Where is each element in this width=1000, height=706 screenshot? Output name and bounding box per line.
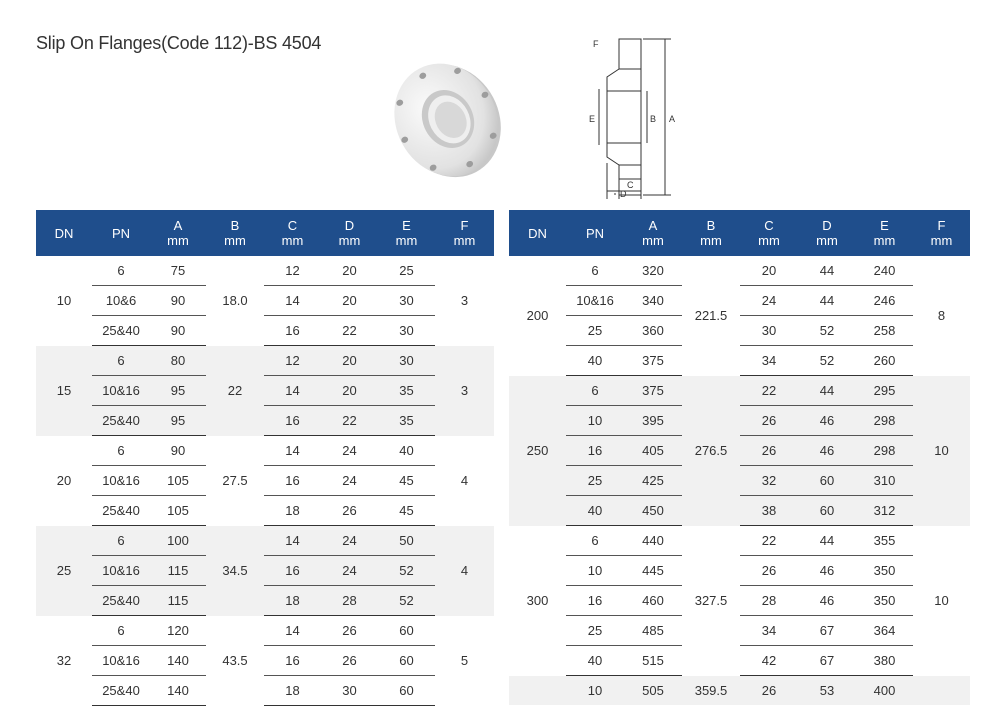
cell-pn: 25&40 [92, 586, 150, 616]
header-unit: mm [167, 233, 189, 248]
cell-d: 26 [321, 646, 378, 676]
cell-c: 28 [740, 586, 798, 616]
cell-a: 90 [150, 286, 206, 316]
cell-a: 105 [150, 496, 206, 526]
cell-pn: 6 [92, 616, 150, 646]
cell-e: 45 [378, 496, 435, 526]
cell-e: 355 [856, 526, 913, 556]
cell-a: 440 [624, 526, 682, 556]
cell-d: 26 [321, 496, 378, 526]
label-b: B [650, 114, 657, 124]
table-row [509, 286, 970, 316]
cell-a: 485 [624, 616, 682, 646]
cell-d: 22 [321, 316, 378, 346]
header-label: D [344, 218, 355, 233]
cell-e: 298 [856, 406, 913, 436]
header-label: DN [54, 225, 74, 241]
cell-a: 405 [624, 436, 682, 466]
cell-c: 24 [740, 286, 798, 316]
cell-a: 100 [150, 526, 206, 556]
cell-pn: 16 [566, 436, 624, 466]
cell-pn: 6 [566, 526, 624, 556]
cell-dn: 20 [56, 473, 72, 488]
cell-pn: 10&16 [92, 556, 150, 586]
cell-d: 24 [321, 436, 378, 466]
table-row [36, 346, 494, 376]
column-header-dn [36, 210, 92, 256]
cell-pn: 6 [92, 436, 150, 466]
cell-pn: 10&16 [92, 376, 150, 406]
cell-c: 34 [740, 616, 798, 646]
cell-a: 95 [150, 376, 206, 406]
cell-pn: 25&40 [92, 406, 150, 436]
column-header-pn [566, 210, 624, 256]
cell-pn: 6 [566, 256, 624, 286]
column-header-a [624, 210, 682, 256]
cell-a: 375 [624, 376, 682, 406]
cell-e: 52 [378, 586, 435, 616]
cell-e: 298 [856, 436, 913, 466]
cell-d: 28 [321, 586, 378, 616]
page-title: Slip On Flanges(Code 112)-BS 4504 [36, 33, 322, 53]
cell-c: 30 [740, 316, 798, 346]
cell-e: 30 [378, 316, 435, 346]
cell-a: 140 [150, 646, 206, 676]
table-row [36, 316, 494, 346]
header-unit: mm [700, 233, 722, 248]
cell-a: 320 [624, 256, 682, 286]
label-f: F [593, 39, 599, 49]
cell-c: 22 [740, 526, 798, 556]
cell-pn: 40 [566, 346, 624, 376]
cell-f: 4 [435, 526, 494, 616]
flange-photo [388, 55, 508, 183]
cell-d: 24 [321, 466, 378, 496]
table-row [36, 646, 494, 676]
cell-d: 30 [321, 676, 378, 706]
cell-e: 50 [378, 526, 435, 556]
cell-d: 52 [798, 316, 856, 346]
cell-a: 115 [150, 586, 206, 616]
column-header-pn [92, 210, 150, 256]
column-header-a [150, 210, 206, 256]
table-row [509, 346, 970, 376]
cell-a: 95 [150, 406, 206, 436]
cell-e: 258 [856, 316, 913, 346]
cell-f: 3 [460, 293, 469, 309]
cell-c: 22 [740, 376, 798, 406]
cell-d: 20 [321, 376, 378, 406]
header-label: B [230, 218, 240, 233]
cell-pn: 10 [566, 556, 624, 586]
cell-e: 240 [856, 256, 913, 286]
header-label: E [880, 218, 889, 233]
cell-d: 60 [798, 496, 856, 526]
cell-b: 221.5 [694, 308, 728, 324]
header-unit: mm [224, 233, 246, 248]
cell-d: 20 [321, 286, 378, 316]
cell-dn: 10 [56, 293, 72, 309]
header-unit: mm [642, 233, 664, 248]
header-label: D [822, 218, 832, 233]
cell-e: 40 [378, 436, 435, 466]
cell-c: 16 [264, 646, 321, 676]
column-header-b [206, 210, 264, 256]
column-header-dn [509, 210, 566, 256]
cell-c: 16 [264, 556, 321, 586]
cell-b: 22 [206, 346, 264, 436]
header-unit: mm [395, 233, 418, 248]
table-row [509, 676, 970, 706]
column-header-b [682, 210, 740, 256]
cell-a: 460 [624, 586, 682, 616]
cell-c: 26 [740, 436, 798, 466]
header-unit: mm [453, 233, 476, 248]
header-unit: mm [930, 233, 953, 248]
cell-dn: 15 [36, 346, 92, 436]
cell-c: 14 [264, 376, 321, 406]
header-unit: mm [338, 233, 361, 248]
header-label: PN [111, 225, 131, 241]
table-row [509, 586, 970, 616]
header-unit: mm [816, 233, 838, 248]
cell-a: 140 [150, 676, 206, 706]
cell-pn: 25&40 [92, 316, 150, 346]
cell-d: 44 [798, 526, 856, 556]
label-d: D [620, 189, 627, 199]
cell-b: 27.5 [222, 473, 248, 488]
cell-a: 90 [150, 436, 206, 466]
cell-e: 60 [378, 616, 435, 646]
cell-c: 18 [264, 586, 321, 616]
cell-b: 359.5 [682, 676, 740, 706]
cell-d: 24 [321, 556, 378, 586]
cell-c: 12 [264, 256, 321, 286]
cell-e: 52 [378, 556, 435, 586]
cell-d: 26 [321, 616, 378, 646]
cell-d: 46 [798, 556, 856, 586]
table-row [509, 526, 970, 556]
cell-pn: 25 [566, 466, 624, 496]
table-row [509, 376, 970, 406]
cell-b: 18.0 [222, 293, 248, 309]
cell-e: 312 [856, 496, 913, 526]
cell-c: 16 [264, 316, 321, 346]
cell-e: 380 [856, 646, 913, 676]
cell-d: 60 [798, 466, 856, 496]
cell-pn: 25 [566, 616, 624, 646]
cell-d: 46 [798, 586, 856, 616]
cell-c: 38 [740, 496, 798, 526]
table-row [509, 406, 970, 436]
cell-b: 43.5 [222, 653, 248, 668]
table-row [36, 466, 494, 496]
cell-c: 14 [264, 286, 321, 316]
cell-d: 44 [798, 286, 856, 316]
cell-c: 14 [264, 436, 321, 466]
cell-dn: 250 [509, 376, 566, 526]
cell-c: 16 [264, 406, 321, 436]
table-row [509, 556, 970, 586]
table-row [36, 676, 494, 706]
flange-section-drawing [585, 33, 685, 199]
cell-a: 120 [150, 616, 206, 646]
cell-e: 60 [378, 646, 435, 676]
cell-dn: 200 [526, 308, 549, 324]
header-unit: mm [873, 233, 896, 248]
table-row [509, 256, 970, 286]
table-row [509, 466, 970, 496]
header-label: A [173, 218, 183, 233]
table-row [509, 496, 970, 526]
table-row [36, 616, 494, 646]
header-label: A [648, 218, 658, 233]
cell-e: 260 [856, 346, 913, 376]
table-row [509, 316, 970, 346]
cell-d: 20 [321, 256, 378, 286]
table-row [36, 556, 494, 586]
cell-b: 327.5 [694, 593, 728, 608]
cell-f: 3 [435, 346, 494, 436]
cell-pn: 25&40 [92, 676, 150, 706]
cell-dn: 300 [526, 593, 549, 608]
table-row [36, 586, 494, 616]
cell-e: 364 [856, 616, 913, 646]
cell-f [913, 676, 970, 706]
cell-d: 67 [798, 646, 856, 676]
cell-d: 46 [798, 406, 856, 436]
cell-a: 90 [150, 316, 206, 346]
table-row [36, 376, 494, 406]
cell-a: 340 [624, 286, 682, 316]
cell-f: 8 [937, 308, 946, 324]
cell-a: 425 [624, 466, 682, 496]
cell-c: 18 [264, 676, 321, 706]
cell-pn: 6 [92, 256, 150, 286]
cell-pn: 40 [566, 646, 624, 676]
cell-pn: 16 [566, 586, 624, 616]
cell-e: 30 [378, 346, 435, 376]
cell-a: 515 [624, 646, 682, 676]
cell-f: 5 [460, 653, 469, 668]
column-header-f [435, 210, 494, 256]
right-spec-table [509, 210, 970, 705]
cell-a: 375 [624, 346, 682, 376]
cell-a: 80 [150, 346, 206, 376]
cell-dn: 25 [36, 526, 92, 616]
cell-dn: 32 [56, 653, 72, 668]
cell-e: 30 [378, 286, 435, 316]
cell-a: 75 [150, 256, 206, 286]
cell-e: 350 [856, 586, 913, 616]
cell-a: 450 [624, 496, 682, 526]
cell-d: 22 [321, 406, 378, 436]
cell-c: 26 [740, 676, 798, 706]
cell-c: 14 [264, 616, 321, 646]
cell-pn: 10&6 [92, 286, 150, 316]
header-label: B [706, 218, 716, 233]
header-label: DN [528, 225, 547, 241]
cell-e: 60 [378, 676, 435, 706]
cell-b: 34.5 [206, 526, 264, 616]
cell-e: 35 [378, 376, 435, 406]
cell-e: 246 [856, 286, 913, 316]
header-unit: mm [281, 233, 304, 248]
table-row [36, 406, 494, 436]
header-label: E [402, 218, 411, 233]
cell-a: 360 [624, 316, 682, 346]
header-label: F [937, 218, 946, 233]
cell-d: 44 [798, 376, 856, 406]
cell-dn [509, 676, 566, 706]
table-row [509, 646, 970, 676]
cell-pn: 25&40 [92, 496, 150, 526]
table-row [509, 616, 970, 646]
cell-e: 35 [378, 406, 435, 436]
column-header-d [321, 210, 378, 256]
header-label: F [460, 218, 469, 233]
header-label: C [764, 218, 774, 233]
cell-pn: 10 [566, 406, 624, 436]
cell-a: 115 [150, 556, 206, 586]
cell-c: 26 [740, 556, 798, 586]
cell-pn: 25 [566, 316, 624, 346]
cell-pn: 10 [566, 676, 624, 706]
table-row [36, 256, 494, 286]
cell-c: 32 [740, 466, 798, 496]
cell-c: 18 [264, 496, 321, 526]
cell-e: 295 [856, 376, 913, 406]
cell-f: 10 [913, 376, 970, 526]
cell-c: 16 [264, 466, 321, 496]
cell-d: 20 [321, 346, 378, 376]
cell-a: 105 [150, 466, 206, 496]
cell-d: 24 [321, 526, 378, 556]
cell-b: 276.5 [682, 376, 740, 526]
cell-pn: 10&16 [566, 286, 624, 316]
cell-e: 350 [856, 556, 913, 586]
cell-f: 10 [934, 593, 949, 608]
cell-a: 505 [624, 676, 682, 706]
cell-d: 53 [798, 676, 856, 706]
cell-f: 4 [460, 473, 469, 488]
cell-c: 12 [264, 346, 321, 376]
cell-pn: 10&16 [92, 466, 150, 496]
table-row [36, 286, 494, 316]
cell-c: 42 [740, 646, 798, 676]
cell-e: 400 [856, 676, 913, 706]
label-c: C [627, 180, 634, 190]
cell-pn: 6 [566, 376, 624, 406]
cell-pn: 6 [92, 346, 150, 376]
cell-c: 14 [264, 526, 321, 556]
label-a: A [669, 114, 676, 124]
cell-c: 26 [740, 406, 798, 436]
column-header-e [856, 210, 913, 256]
header-label: PN [585, 225, 605, 241]
cell-d: 46 [798, 436, 856, 466]
column-header-d [798, 210, 856, 256]
cell-c: 20 [740, 256, 798, 286]
cell-e: 25 [378, 256, 435, 286]
column-header-c [740, 210, 798, 256]
cell-a: 395 [624, 406, 682, 436]
cell-e: 310 [856, 466, 913, 496]
cell-a: 445 [624, 556, 682, 586]
column-header-f [913, 210, 970, 256]
table-row [509, 436, 970, 466]
header-label: C [287, 218, 298, 233]
table-row [36, 526, 494, 556]
header-unit: mm [758, 233, 780, 248]
cell-c: 34 [740, 346, 798, 376]
table-row [36, 436, 494, 466]
cell-e: 45 [378, 466, 435, 496]
table-row [36, 496, 494, 526]
column-header-e [378, 210, 435, 256]
left-spec-table [36, 210, 494, 706]
label-e: E [589, 114, 596, 124]
cell-d: 52 [798, 346, 856, 376]
cell-pn: 40 [566, 496, 624, 526]
cell-d: 67 [798, 616, 856, 646]
cell-pn: 6 [92, 526, 150, 556]
cell-pn: 10&16 [92, 646, 150, 676]
column-header-c [264, 210, 321, 256]
cell-d: 44 [798, 256, 856, 286]
